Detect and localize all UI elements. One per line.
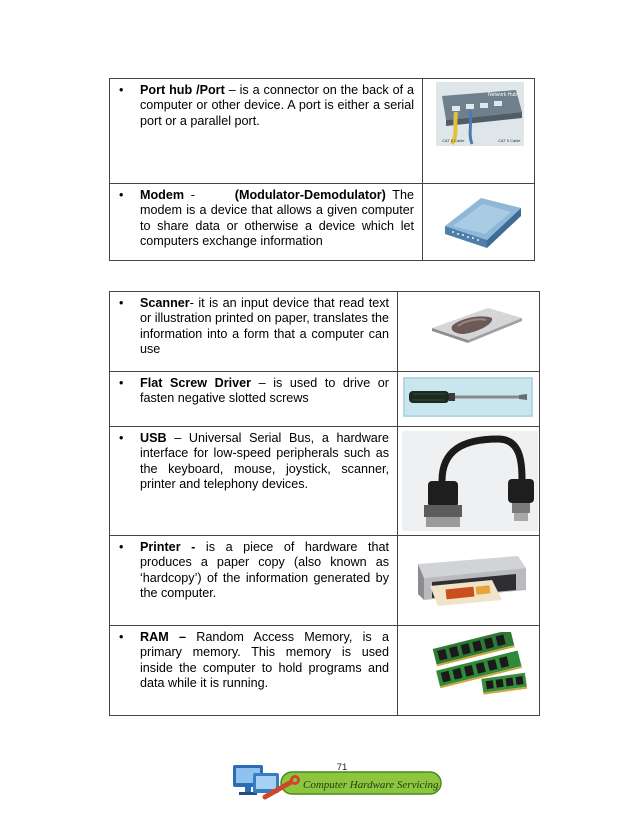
cable-label: CAT 5 Cable [498, 138, 521, 143]
term: Flat Screw Driver [140, 376, 252, 390]
term: Modem [140, 188, 185, 202]
device-table-1 [109, 78, 535, 261]
ram-modules-image [432, 632, 528, 698]
table-row [110, 372, 540, 427]
scanner-text-cell [110, 292, 398, 372]
list-item [116, 83, 414, 129]
hub-label: Network Hub [488, 92, 517, 98]
table-row [110, 427, 540, 536]
table-row [110, 184, 535, 261]
term: Scanner [140, 296, 190, 310]
table-row [110, 79, 535, 184]
list-item [116, 188, 414, 249]
term: USB [140, 431, 167, 445]
term: RAM – [140, 630, 186, 644]
usb-image-cell [398, 427, 540, 536]
port-hub-text-cell [110, 79, 423, 184]
list-item [116, 296, 389, 357]
list-item [116, 540, 389, 601]
scanner-image [430, 304, 524, 344]
bullet: • [119, 540, 124, 554]
table-row [110, 626, 540, 716]
screwdriver-image-cell [398, 372, 540, 427]
ram-text-cell [110, 626, 398, 716]
description: - it is an input device that read text or illustration printed on paper, translates the information into a form that a computer can use [140, 296, 389, 356]
description: - [184, 188, 235, 202]
term: Port hub [140, 83, 197, 97]
list-item [116, 376, 389, 407]
screwdriver-image [403, 377, 533, 417]
bullet: • [119, 188, 124, 202]
network-hub-image [436, 82, 524, 146]
table-row [110, 292, 540, 372]
description: – is a connector on the back of a computer or other device. A port is either a serial port or a parallel port. [140, 83, 414, 128]
modem-text-cell [110, 184, 423, 261]
cable-label: CAT 5 Cable [442, 138, 465, 143]
ram-image-cell [398, 626, 540, 716]
term: /Port [196, 83, 225, 97]
description: – is used to drive or fasten negative slotted screws [140, 376, 389, 406]
port-hub-image-cell [423, 79, 535, 184]
usb-cable-image [402, 431, 538, 531]
printer-text-cell [110, 536, 398, 626]
bullet: • [119, 431, 124, 445]
modem-image-cell [423, 184, 535, 261]
bullet: • [119, 83, 124, 97]
term: (Modulator-Demodulator) [234, 188, 386, 202]
printer-image-cell [398, 536, 540, 626]
device-table-2 [109, 291, 540, 716]
description: is a piece of hardware that produces a paper copy (also known as ‘hardcopy’) of the information generated by the computer. [140, 540, 389, 600]
screwdriver-text-cell [110, 372, 398, 427]
bullet: • [119, 296, 124, 310]
modem-image [441, 190, 523, 252]
scanner-image-cell [398, 292, 540, 372]
list-item [116, 630, 389, 691]
printer-image [412, 550, 530, 608]
banner-text: Computer Hardware Servicing [303, 779, 439, 791]
list-item [116, 431, 389, 492]
page-number: 71 [336, 762, 348, 773]
bullet: • [119, 376, 124, 390]
usb-text-cell [110, 427, 398, 536]
bullet: • [119, 630, 124, 644]
description: The modem is a device that allows a given computer to share data or otherwise a device which let computers exchange information [140, 188, 414, 248]
description: – Universal Serial Bus, a hardware interface for low-speed peripherals such as the keyboard, mouse, joystick, scanner, printer and telephony devices. [140, 431, 389, 491]
table-row [110, 536, 540, 626]
term: Printer - [140, 540, 196, 554]
description: Random Access Memory, is a primary memory. This memory is used inside the computer to hold programs and data while it is running. [140, 630, 389, 690]
